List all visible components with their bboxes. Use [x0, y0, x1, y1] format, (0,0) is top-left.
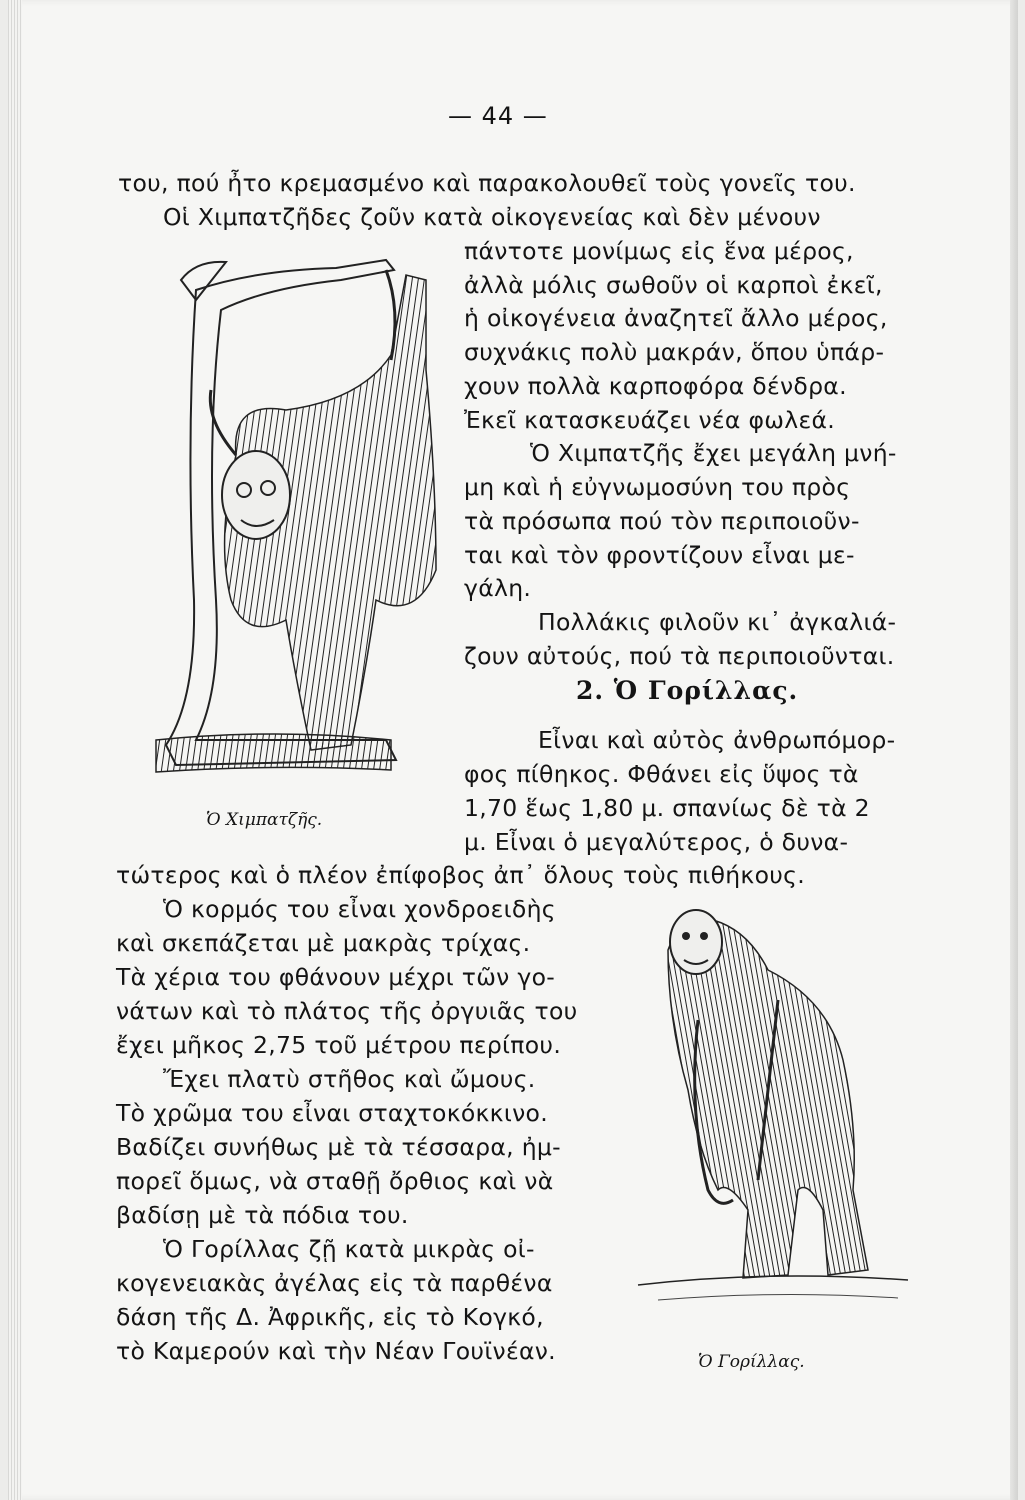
text-line: συχνάκις πολὺ μακράν, ὅπου ὑπάρ- [464, 338, 885, 366]
text-line: του, πού ἦτο κρεμασμένο καὶ παρακολουθεῖ τοὺς γονεῖς του. [118, 169, 856, 197]
text-line: μη καὶ ἡ εὐγνωμοσύνη του πρὸς [464, 473, 851, 501]
gorilla-illustration [628, 890, 918, 1320]
text-line: ται καὶ τὸν φροντίζουν εἶναι με- [464, 541, 855, 569]
text-line: κογενειακὰς ἀγέλας εἰς τὰ παρθένα [116, 1269, 553, 1297]
text-line: τὰ πρόσωπα πού τὸν περιποιοῦν- [464, 507, 860, 535]
text-line: ἡ οἰκογένεια ἀναζητεῖ ἄλλο μέρος, [464, 304, 888, 332]
book-page [8, 0, 1018, 1500]
text-line: καὶ σκεπάζεται μὲ μακρὰς τρίχας. [116, 929, 531, 957]
text-line: Ἔχει πλατὺ στῆθος καὶ ὤμους. [163, 1065, 536, 1093]
chimpanzee-caption: Ὁ Χιμπατζῆς. [206, 810, 323, 830]
text-line: Ὁ Χιμπατζῆς ἔχει μεγάλη μνή- [530, 439, 897, 467]
text-line: γάλη. [464, 574, 532, 602]
text-line: 1,70 ἕως 1,80 μ. σπανίως δὲ τὰ 2 [464, 794, 870, 822]
gorilla-caption: Ὁ Γορίλλας. [698, 1352, 805, 1372]
text-line: Τὸ χρῶμα του εἶναι σταχτοκόκκινο. [116, 1099, 548, 1127]
text-line: τὸ Καμερούν καὶ τὴν Νέαν Γουϊνέαν. [116, 1337, 556, 1365]
text-line: μ. Εἶναι ὁ μεγαλύτερος, ὁ δυνα- [464, 828, 849, 856]
text-line: Οἱ Χιμπατζῆδες ζοῦν κατὰ οἰκογενείας καὶ δὲν μένουν [163, 203, 821, 231]
text-line: Ἐκεῖ κατασκευάζει νέα φωλεά. [464, 406, 836, 434]
text-line: Βαδίζει συνήθως μὲ τὰ τέσσαρα, ἠμ- [116, 1133, 561, 1161]
text-line: δάση τῆς Δ. Ἀφρικῆς, εἰς τὸ Κογκό, [116, 1303, 544, 1331]
text-line: Ὁ Γορίλλας ζῇ κατὰ μικρὰς οἰ- [163, 1235, 535, 1263]
text-line: Ὁ κορμός του εἶναι χονδροειδὴς [163, 895, 556, 923]
text-line: πάντοτε μονίμως εἰς ἕνα μέρος, [464, 237, 854, 265]
text-line: τώτερος καὶ ὁ πλέον ἐπίφοβος ἀπ᾽ ὅλους τοὺς πιθήκους. [116, 861, 806, 889]
page-right-edge [1010, 0, 1018, 1500]
text-line: Εἶναι καὶ αὐτὸς ἀνθρωπόμορ- [538, 726, 896, 754]
text-line: ἔχει μῆκος 2,75 τοῦ μέτρου περίπου. [116, 1031, 562, 1059]
section-heading: 2. Ὁ Γορίλλας. [576, 676, 799, 705]
text-line: νάτων καὶ τὸ πλάτος τῆς ὀργυιᾶς του [116, 997, 578, 1025]
chimpanzee-illustration [136, 240, 466, 800]
text-line: Τὰ χέρια του φθάνουν μέχρι τῶν γο- [116, 963, 556, 991]
page-number: — 44 — [448, 102, 548, 130]
text-line: πορεῖ ὅμως, νὰ σταθῇ ὄρθιος καὶ νὰ [116, 1167, 554, 1195]
text-line: ζουν αὐτούς, πού τὰ περιποιοῦνται. [464, 642, 895, 670]
page-edge [8, 0, 22, 1500]
text-line: ἀλλὰ μόλις σωθοῦν οἱ καρποὶ ἐκεῖ, [464, 271, 883, 299]
text-line: Πολλάκις φιλοῦν κι᾽ ἀγκαλιά- [538, 608, 897, 636]
text-line: χουν πολλὰ καρποφόρα δένδρα. [464, 372, 847, 400]
text-line: βαδίσῃ μὲ τὰ πόδια του. [116, 1201, 409, 1229]
text-line: φος πίθηκος. Φθάνει εἰς ὕψος τὰ [464, 760, 859, 788]
